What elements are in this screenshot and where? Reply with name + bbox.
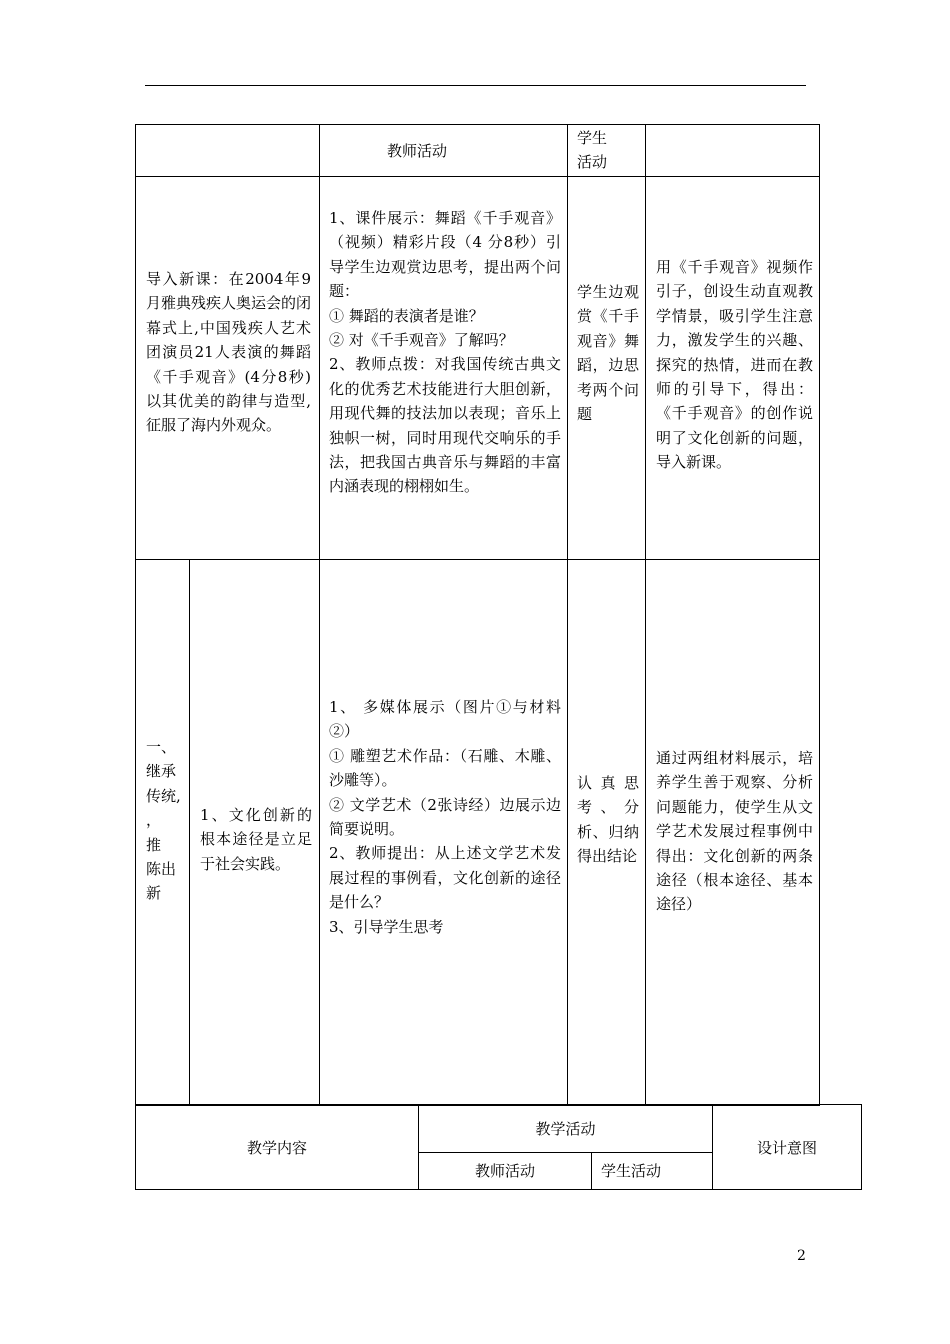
section-title-cell [135,559,190,1106]
bottom-content-cell [135,1104,419,1190]
header-teacher-cell [319,124,568,177]
header-rule [145,85,806,86]
header-teacher-label: 教师活动 [387,142,448,160]
intro-intent-text: 用《千手观音》视频作引子，创设生动直观教学情景，吸引学生注意力，激发学生的兴趣、探究的热情，进而在教师的引导下，得出：《千手观音》的创作说明了文化创新的问题，导入新课。 [656,258,813,472]
section-content-cell [189,559,320,1106]
section-title-text: 一、 继承 传统, ， 推 陈出 新 [146,738,181,903]
intro-teacher-text: 1、课件展示：舞蹈《千手观音》（视频）精彩片段（4 分8秒）引导学生边观赏边思考，提出两个问题： ① 舞蹈的表演者是谁？ ② 对《千手观音》了解吗？ 2、教师点拨：对我国传统古典文化的优秀艺术技能进行大胆创新，用现代舞的技法加以表现；音乐上独帜一树，同时用现代交响乐的手法，把我国古典音乐与舞蹈的丰富内涵表现的栩栩如生。 [329,209,561,496]
intro-student-text: 学生边观赏《千手观音》舞蹈，边思考两个问题 [577,283,639,424]
bottom-student-cell [591,1152,713,1190]
bottom-teacher-label: 教师活动 [474,1162,535,1180]
section-student-text: 认真思考、分析、归纳得出结论 [577,774,639,866]
bottom-teacher-cell [418,1152,592,1190]
intro-intent-cell [645,176,820,560]
bottom-content-label: 教学内容 [246,1139,307,1157]
section-teacher-cell [319,559,568,1106]
header-intent-cell [645,124,820,177]
section-content-text: 1、文化创新的根本途径是立足于社会实践。 [200,806,312,873]
intro-student-cell [567,176,646,560]
header-student-cell [567,124,646,177]
bottom-student-label: 学生活动 [601,1162,662,1180]
intro-content-cell [135,176,320,560]
section-intent-cell [645,559,820,1106]
section-student-cell [567,559,646,1106]
intro-content-text: 导入新课：在2004年9月雅典残疾人奥运会的闭幕式上,中国残疾人艺术团演员21人表演的舞蹈《千手观音》(4分8秒)以其优美的韵律与造型,征服了海内外观众。 [146,270,312,435]
bottom-intent-label: 设计意图 [756,1139,817,1157]
bottom-activity-label: 教学活动 [535,1120,596,1138]
bottom-intent-cell [712,1104,862,1190]
header-content-cell [135,124,320,177]
intro-teacher-cell [319,176,568,560]
header-student-label: 学生活动 [577,129,608,172]
page-number: 2 [797,1248,806,1264]
bottom-activity-cell [418,1104,713,1153]
section-intent-text: 通过两组材料展示，培养学生善于观察、分析问题能力，使学生从文学艺术发展过程事例中得出：文化创新的两条途径（根本途径、基本途径） [656,749,813,914]
section-teacher-text: 1、 多媒体展示（图片①与材料②） ① 雕塑艺术作品：（石雕、木雕、沙雕等）。 ② 文学艺术（2张诗经）边展示边简要说明。 2、教师提出：从上述文学艺术发展过程的事例看，文化创新的途径是什么？ 3、引导学生思考 [329,698,561,936]
